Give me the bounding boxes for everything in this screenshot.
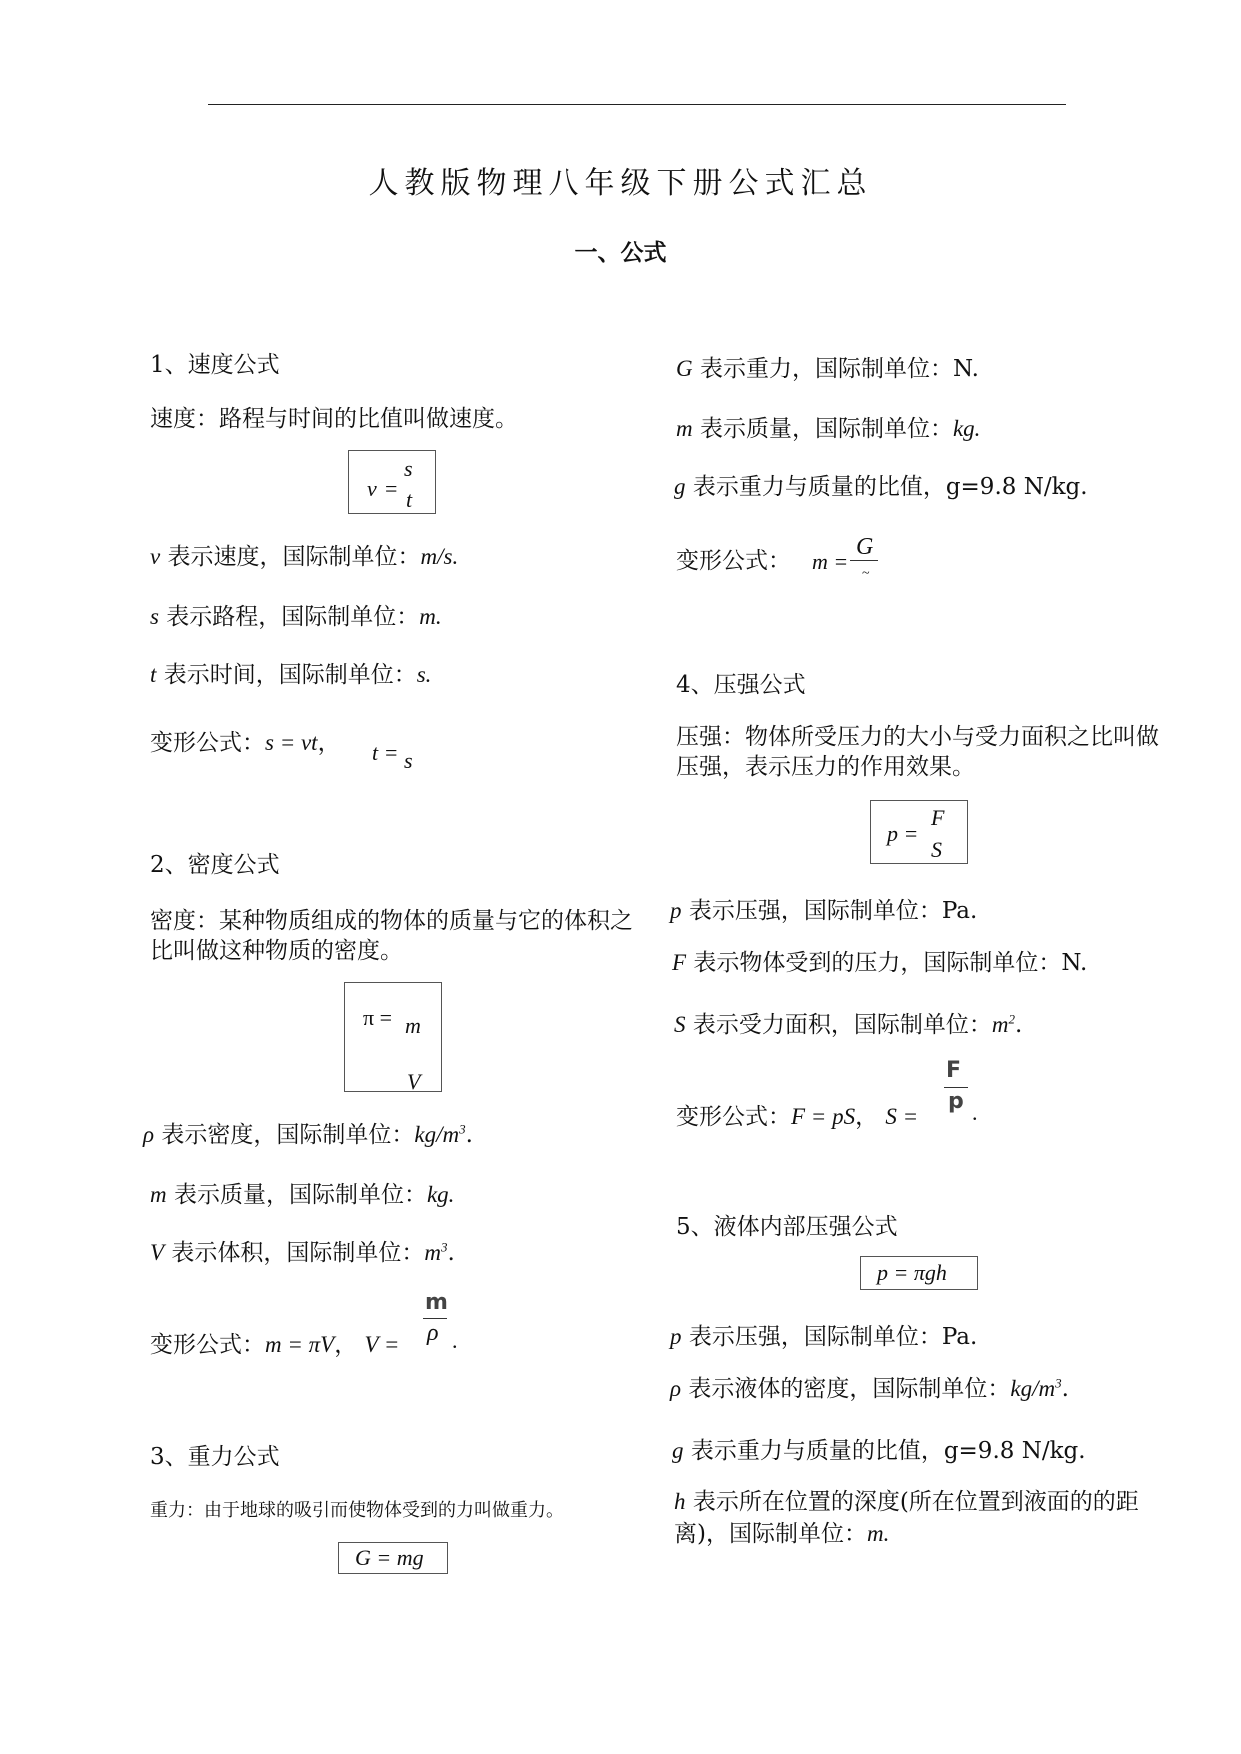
- section-heading: 一、公式: [574, 240, 667, 266]
- pressure-item-p: p 表示压强，国际制单位：Pa.: [670, 898, 978, 924]
- liquid-item-g: g 表示重力与质量的比值，g=9.8 N/kg.: [672, 1438, 1086, 1464]
- pressure-item-f: F 表示物体受到的压力，国际制单位：N.: [672, 950, 1088, 976]
- speed-variant-f2-den: s: [404, 748, 413, 773]
- pressure-definition: 压强：物体所受压力的大小与受力面积之比叫做压强，表示压力的作用效果。: [676, 724, 1159, 780]
- speed-definition: 速度：路程与时间的比值叫做速度。: [150, 406, 518, 432]
- density-heading: 2、密度公式: [150, 852, 280, 878]
- density-variant-fraction-bar: [423, 1318, 447, 1319]
- liquid-formula-box: [860, 1256, 978, 1290]
- speed-formula-num: s: [404, 456, 413, 481]
- gravity-variant-f1: m =: [812, 549, 849, 574]
- pressure-variant-end: .: [972, 1100, 978, 1125]
- density-formula-lhs: π =: [363, 1005, 393, 1030]
- speed-item-s: s 表示路程，国际制单位：m.: [150, 604, 442, 630]
- gravity-item-g-lower: g 表示重力与质量的比值，g=9.8 N/kg.: [674, 474, 1088, 500]
- gravity-formula: G = mg: [355, 1545, 424, 1570]
- pressure-variant-f2-num: F: [946, 1058, 962, 1083]
- speed-variant: 变形公式：s = vt，: [150, 730, 341, 756]
- gravity-variant-f1-den: ~: [862, 566, 870, 581]
- pressure-formula-num: F: [931, 805, 945, 830]
- density-variant-f2-num: m: [425, 1290, 448, 1315]
- gravity-definition: 重力：由于地球的吸引而使物体受到的力叫做重力。: [150, 1500, 564, 1521]
- liquid-item-rho: ρ 表示液体的密度，国际制单位：$kg/m^3$.: [670, 1375, 1069, 1402]
- document-title: 人教版物理八年级下册公式汇总: [368, 166, 873, 201]
- pressure-variant-f2-den: p: [948, 1089, 964, 1114]
- pressure-formula-box: [870, 800, 968, 864]
- header-rule: [208, 104, 1066, 105]
- pressure-heading: 4、压强公式: [676, 672, 806, 698]
- density-variant: 变形公式：m = πV， V =: [150, 1332, 400, 1358]
- density-item-rho: ρ 表示密度，国际制单位：$kg/m^3$.: [143, 1121, 473, 1148]
- liquid-item-p: p 表示压强，国际制单位：Pa.: [670, 1324, 978, 1350]
- density-item-v: V 表示体积，国际制单位：$m^3$.: [150, 1239, 455, 1266]
- pressure-item-s: S 表示受力面积，国际制单位：$m^2$.: [674, 1011, 1023, 1038]
- speed-formula-eq: =: [385, 476, 398, 501]
- gravity-formula-box: [338, 1542, 448, 1574]
- density-variant-f2-den: ρ: [427, 1320, 439, 1346]
- speed-heading: 1、速度公式: [150, 352, 280, 378]
- density-definition: 密度：某种物质组成的物体的质量与它的体积之比叫做这种物质的密度。: [150, 908, 633, 964]
- density-item-m: m 表示质量，国际制单位：kg.: [150, 1182, 455, 1208]
- liquid-heading: 5、液体内部压强公式: [676, 1214, 898, 1240]
- liquid-item-h: h 表示所在位置的深度(所在位置到液面的的距离)，国际制单位：m.: [674, 1489, 1139, 1547]
- gravity-heading: 3、重力公式: [150, 1444, 280, 1470]
- density-formula-den: V: [407, 1069, 421, 1094]
- density-formula-box: [344, 982, 442, 1092]
- gravity-item-g-upper: G 表示重力，国际制单位：N.: [676, 356, 979, 382]
- pressure-variant: 变形公式：F = pS， S =: [676, 1104, 919, 1130]
- liquid-formula: p = πgh: [877, 1260, 947, 1285]
- gravity-variant-f1-num: G: [856, 534, 874, 560]
- gravity-variant-label: 变形公式：: [676, 548, 791, 574]
- gravity-variant-fraction-bar: [850, 560, 878, 561]
- speed-formula-box: [348, 450, 436, 514]
- pressure-variant-fraction-bar: [944, 1087, 968, 1088]
- gravity-item-m: m 表示质量，国际制单位：kg.: [676, 416, 981, 442]
- speed-variant-f2: t =: [372, 740, 399, 765]
- speed-item-v: v 表示速度，国际制单位：m/s.: [150, 544, 459, 570]
- speed-formula-den: t: [406, 487, 413, 512]
- pressure-formula-lhs: p =: [887, 821, 919, 846]
- density-formula-num: m: [405, 1013, 421, 1038]
- speed-formula-lhs: v: [367, 476, 377, 501]
- speed-item-t: t 表示时间，国际制单位：s.: [150, 662, 432, 688]
- pressure-formula-den: S: [931, 837, 942, 862]
- density-variant-end: .: [452, 1328, 458, 1353]
